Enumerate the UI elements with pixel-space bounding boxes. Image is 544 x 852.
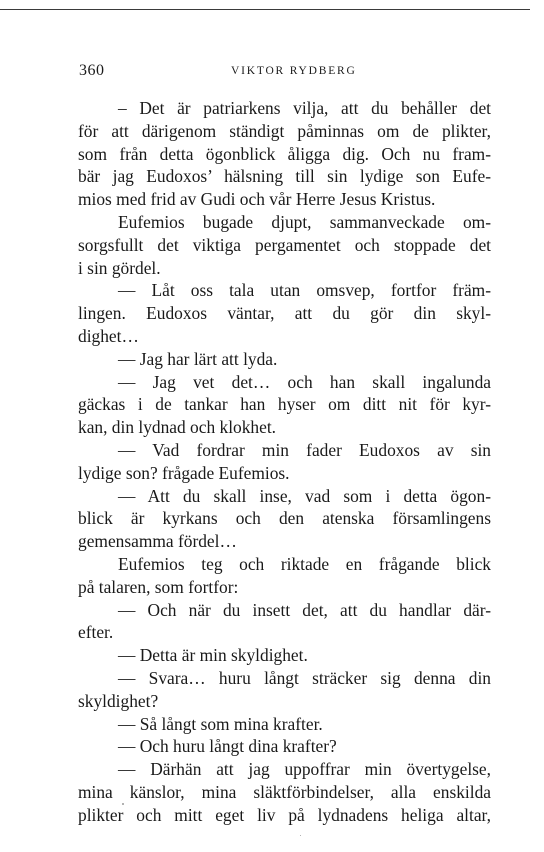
text-line: plikter och mitt eget liv på lydnadens heliga altar, (78, 804, 491, 825)
text-line: Eufemios teg och riktade en frågande blick (118, 553, 491, 574)
text-line: — Och när du insett det, att du handlar där- (118, 599, 491, 620)
text-line: — Att du skall inse, vad som i detta ögon- (118, 485, 491, 506)
text-line: — Så långt som mina krafter. (118, 713, 323, 734)
text-line: i sin gördel. (78, 257, 161, 278)
text-line: — Detta är min skyldighet. (118, 645, 308, 666)
text-line: dighet… (78, 325, 139, 346)
text-line: efter. (78, 622, 114, 643)
body-text (78, 97, 491, 827)
text-line: — Därhän att jag uppoffrar min övertygelse, (118, 759, 491, 780)
text-line: — Svara… huru långt sträcker sig denna din (118, 667, 491, 688)
text-line: Eufemios bugade djupt, sammanveckade om- (118, 211, 491, 232)
top-border-line (0, 9, 530, 10)
text-line: — Låt oss tala utan omsvep, fortfor främ- (118, 280, 491, 301)
text-line: — Jag vet det… och han skall ingalunda (118, 371, 491, 392)
text-line: mios med frid av Gudi och vår Herre Jesus Kristus. (78, 189, 436, 210)
page-number: 360 (79, 62, 105, 79)
text-line: som från detta ögonblick åligga dig. Och nu fram- (78, 143, 491, 164)
paper-speck (300, 835, 301, 836)
text-line: för att därigenom ständigt påminnas om de plikter, (78, 120, 491, 141)
text-line: sorgsfullt det viktiga pergamentet och stoppade det (78, 234, 491, 255)
paper-speck (122, 803, 124, 805)
text-line: — Jag har lärt att lyda. (118, 348, 278, 369)
running-head: VIKTOR RYDBERG (231, 65, 357, 77)
text-line: – Det är patriarkens vilja, att du behåller det (118, 98, 491, 118)
text-line: kan, din lydnad och klokhet. (78, 417, 277, 438)
page-header (79, 62, 499, 82)
text-line: gemensamma fördel… (78, 531, 237, 552)
text-line: bär jag Eudoxos’ hälsning till sin lydige son Eufe- (78, 166, 491, 187)
text-line: gäckas i de tankar han hyser om ditt nit för kyr- (78, 394, 491, 415)
text-line: skyldighet? (78, 690, 159, 711)
text-line: mina känslor, mina släktförbindelser, alla enskilda (78, 781, 491, 802)
text-line: lingen. Eudoxos väntar, att du gör din skyl- (78, 303, 491, 324)
text-line: — Vad fordrar min fader Eudoxos av sin (118, 439, 491, 460)
text-line: på talaren, som fortfor: (78, 576, 239, 597)
text-line: — Och huru långt dina krafter? (118, 736, 337, 757)
text-line: blick är kyrkans och den atenska församlingens (78, 508, 491, 529)
text-line: lydige son? frågade Eufemios. (78, 462, 290, 483)
